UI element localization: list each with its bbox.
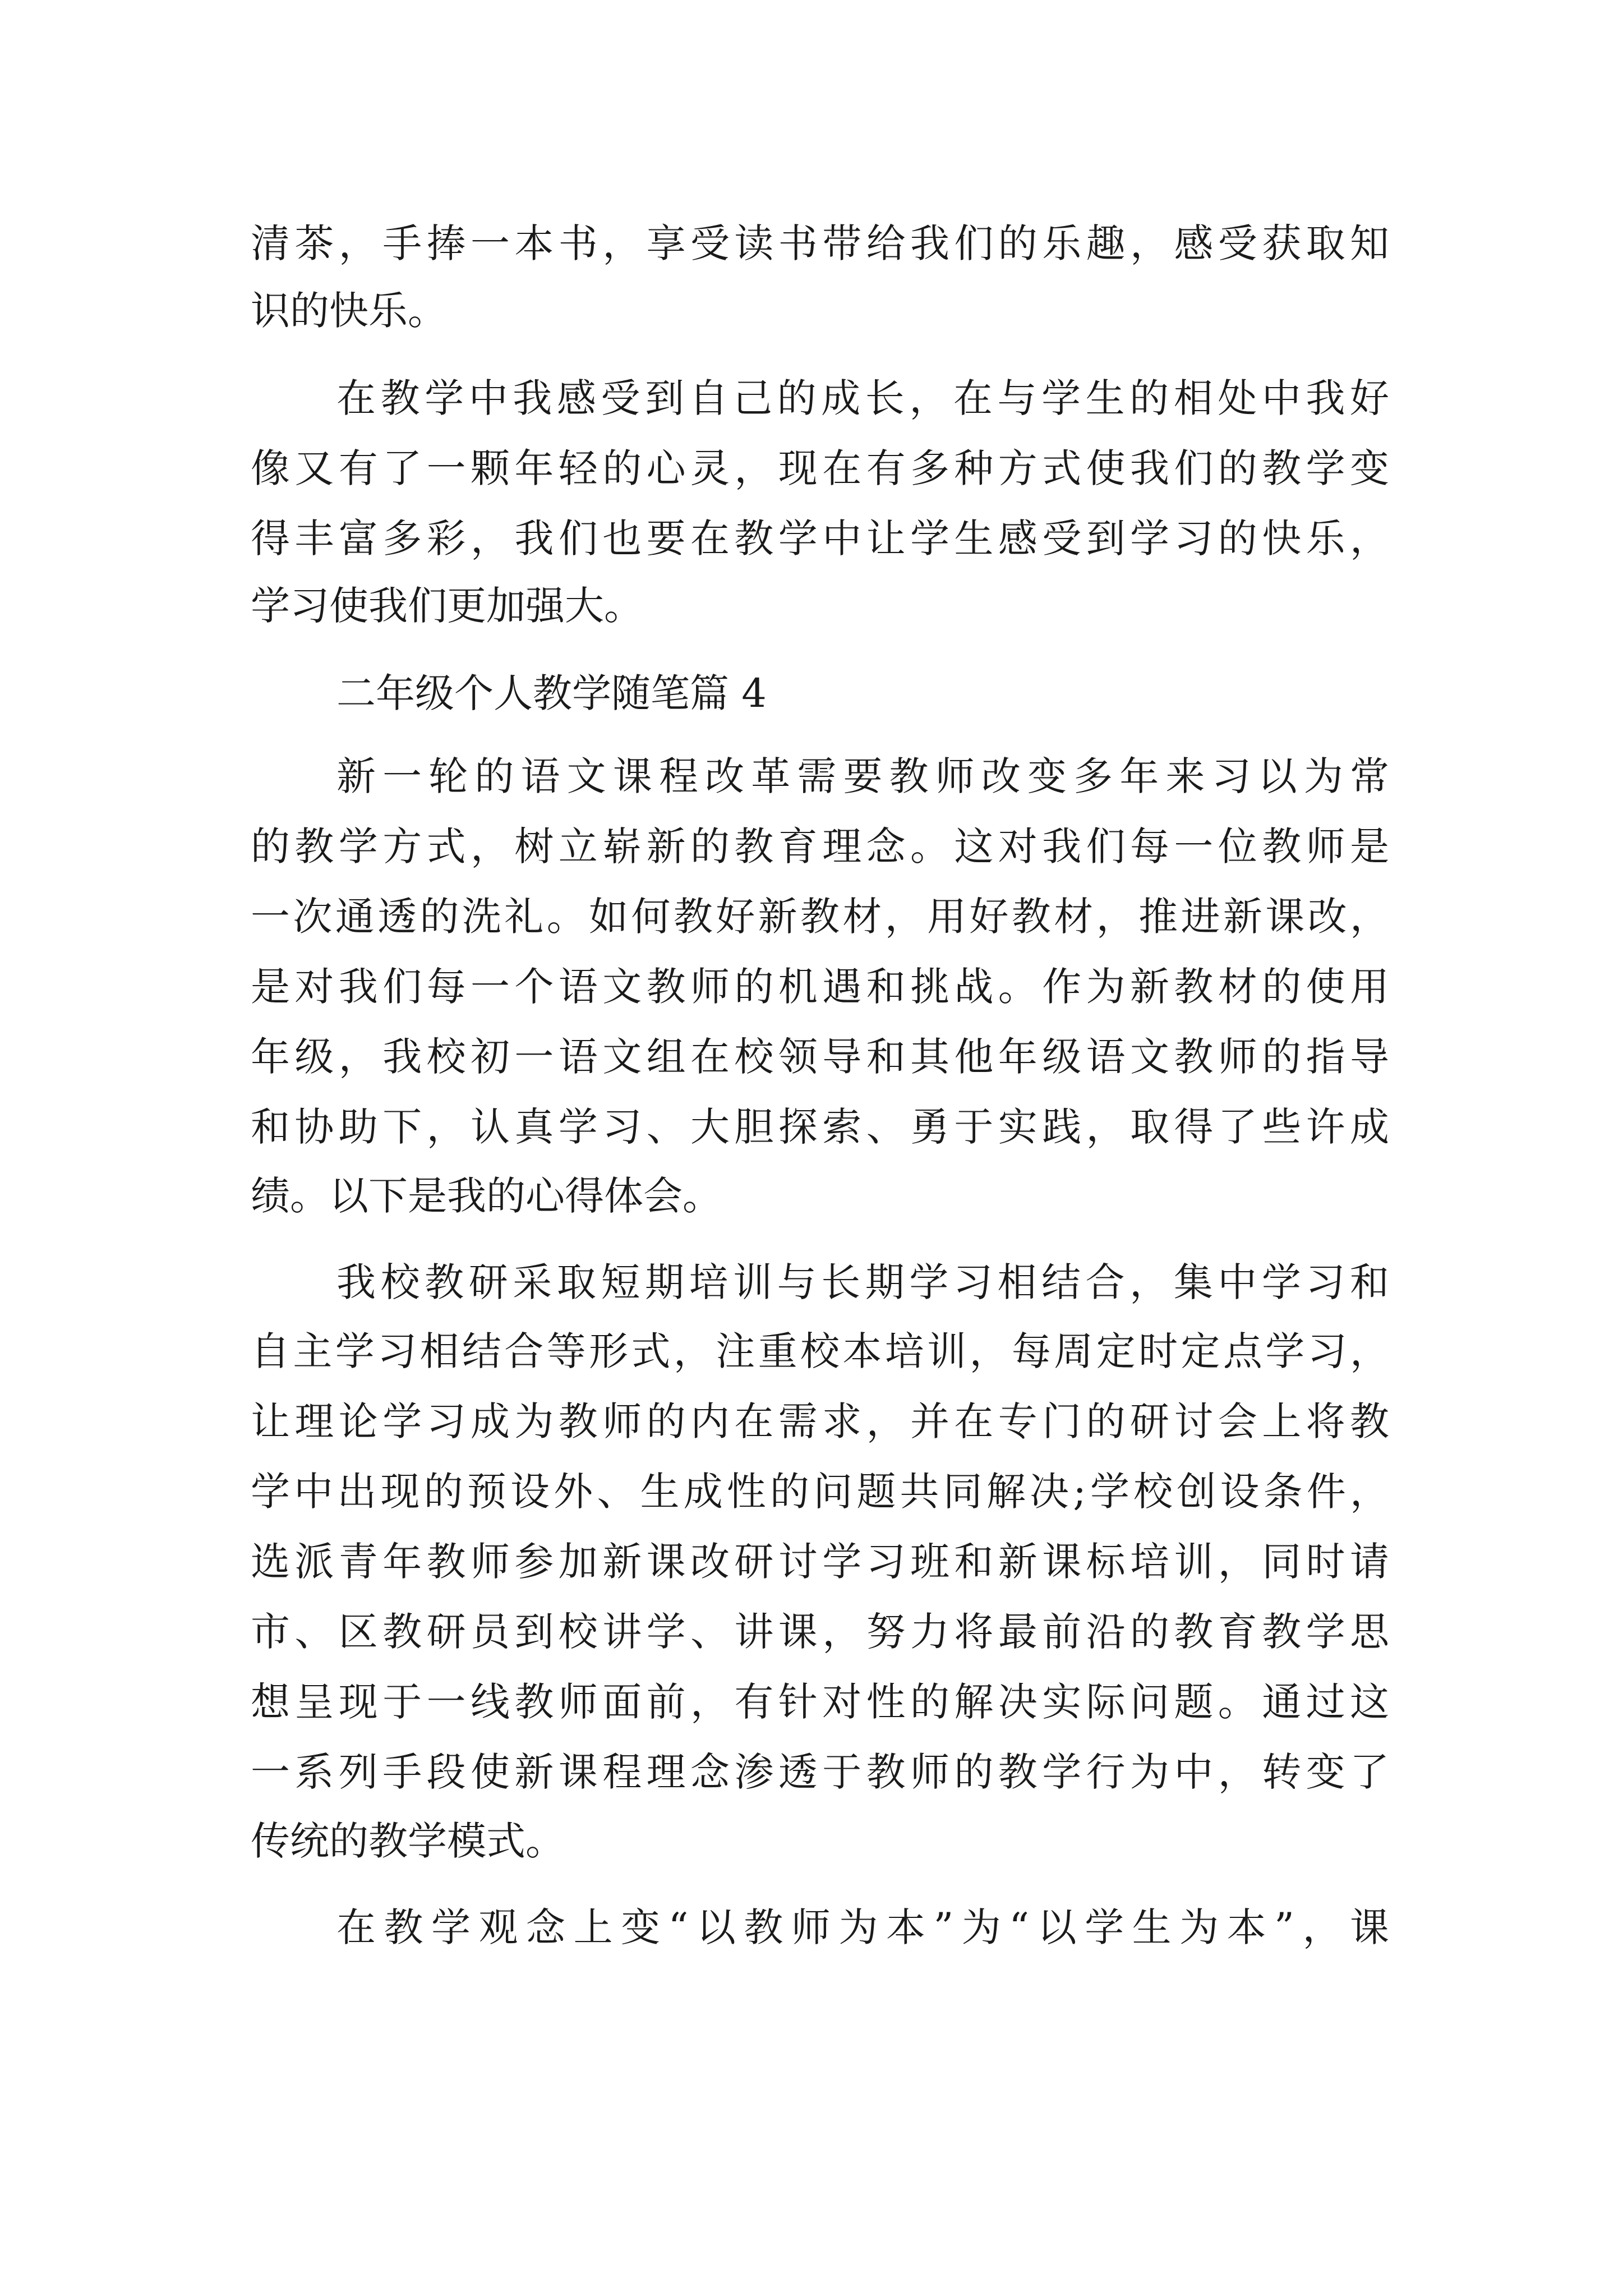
- text-line: 学习使我们更加强大。: [251, 583, 643, 629]
- text-line: 想呈现于一线教师面前，有针对性的解决实际问题。通过这: [251, 1679, 1389, 1725]
- text-line: 在教学观念上变“以教师为本”为“以学生为本”，课: [336, 1904, 1389, 1950]
- text-line: 让理论学习成为教师的内在需求，并在专门的研讨会上将教: [251, 1398, 1389, 1444]
- text-line: 得丰富多彩，我们也要在教学中让学生感受到学习的快乐，: [251, 516, 1389, 562]
- text-line: 自主学习相结合等形式，注重校本培训，每周定时定点学习，: [251, 1328, 1389, 1374]
- section-heading: 二年级个人教学随笔篇 4: [336, 670, 767, 716]
- text-line: 一次通透的洗礼。如何教好新教材，用好教材，推进新课改，: [251, 894, 1389, 940]
- text-line: 年级，我校初一语文组在校领导和其他年级语文教师的指导: [251, 1034, 1389, 1080]
- text-line: 一系列手段使新课程理念渗透于教师的教学行为中，转变了: [251, 1749, 1389, 1795]
- text-line: 的教学方式，树立崭新的教育理念。这对我们每一位教师是: [251, 823, 1389, 869]
- text-line: 我校教研采取短期培训与长期学习相结合，集中学习和: [336, 1259, 1389, 1305]
- text-line: 在教学中我感受到自己的成长，在与学生的相处中我好: [336, 375, 1389, 421]
- text-line: 像又有了一颗年轻的心灵，现在有多种方式使我们的教学变: [251, 445, 1389, 491]
- text-line: 选派青年教师参加新课改研讨学习班和新课标培训，同时请: [251, 1539, 1389, 1585]
- text-line: 是对我们每一个语文教师的机遇和挑战。作为新教材的使用: [251, 964, 1389, 1010]
- text-line: 识的快乐。: [251, 288, 447, 334]
- text-line: 新一轮的语文课程改革需要教师改变多年来习以为常: [336, 753, 1389, 799]
- text-line: 市、区教研员到校讲学、讲课，努力将最前沿的教育教学思: [251, 1609, 1389, 1655]
- text-line: 和协助下，认真学习、大胆探索、勇于实践，取得了些许成: [251, 1104, 1389, 1150]
- text-line: 清茶，手捧一本书，享受读书带给我们的乐趣，感受获取知: [251, 220, 1389, 266]
- text-line: 学中出现的预设外、生成性的问题共同解决;学校创设条件，: [251, 1469, 1389, 1515]
- text-line: 绩。以下是我的心得体会。: [251, 1173, 722, 1219]
- text-line: 传统的教学模式。: [251, 1818, 565, 1864]
